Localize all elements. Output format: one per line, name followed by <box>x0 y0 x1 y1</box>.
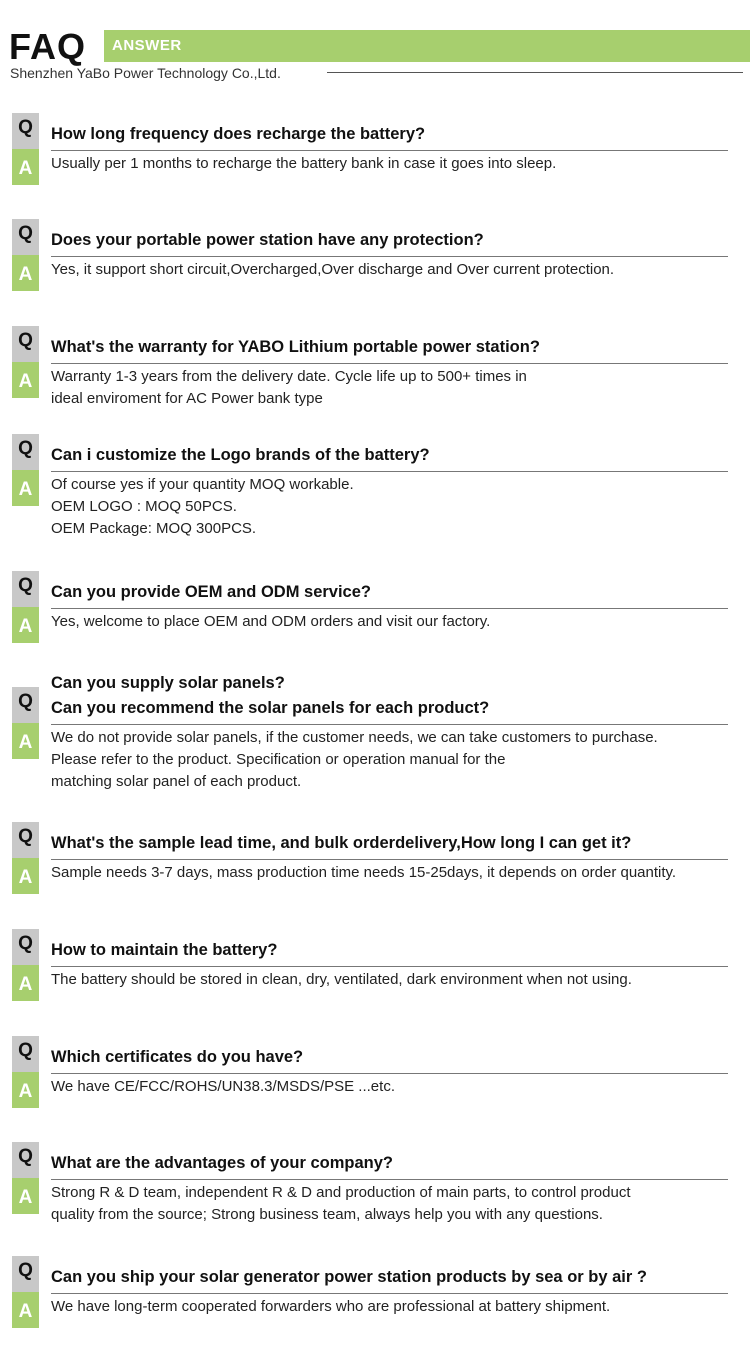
q-badge: Q <box>12 571 39 607</box>
question-divider <box>51 966 728 967</box>
faq-question <box>51 228 741 253</box>
faq-answer <box>51 153 750 175</box>
faq-answer <box>51 1076 750 1098</box>
faq-question <box>51 671 741 721</box>
faq-item <box>0 434 750 537</box>
faq-question <box>51 335 741 360</box>
q-badge: Q <box>12 822 39 858</box>
answer-banner: ANSWER <box>104 30 750 62</box>
question-line: What are the advantages of your company? <box>51 1154 393 1172</box>
question-line: What's the sample lead time, and bulk orderdelivery,How long I can get it? <box>51 834 632 852</box>
answer-line: quality from the source; Strong business team, always help you with any questions. <box>51 1206 603 1223</box>
faq-item <box>0 113 750 203</box>
a-badge: A <box>12 255 39 291</box>
q-badge: Q <box>12 929 39 965</box>
q-badge: Q <box>12 113 39 149</box>
a-badge: A <box>12 858 39 894</box>
a-badge: A <box>12 362 39 398</box>
answer-line: Strong R & D team, independent R & D and production of main parts, to control product <box>51 1184 631 1201</box>
q-badge: Q <box>12 1142 39 1178</box>
a-badge: A <box>12 607 39 643</box>
answer-line: Please refer to the product. Specification or operation manual for the <box>51 751 506 768</box>
a-badge: A <box>12 1292 39 1328</box>
q-badge: Q <box>12 1256 39 1292</box>
faq-item <box>0 219 750 309</box>
answer-line: We have CE/FCC/ROHS/UN38.3/MSDS/PSE ...etc. <box>51 1078 395 1095</box>
question-divider <box>51 859 728 860</box>
question-divider <box>51 150 728 151</box>
faq-item <box>0 571 750 661</box>
faq-question <box>51 938 741 963</box>
answer-line: Yes, welcome to place OEM and ODM orders and visit our factory. <box>51 613 491 630</box>
question-line: How long frequency does recharge the battery? <box>51 125 426 143</box>
question-divider <box>51 1073 728 1074</box>
faq-item <box>0 1142 750 1232</box>
question-line: Does your portable power station have any protection? <box>51 231 484 249</box>
faq-title: FAQ <box>9 26 87 67</box>
faq-item <box>0 1256 750 1346</box>
a-badge: A <box>12 1072 39 1108</box>
q-badge: Q <box>12 687 39 723</box>
question-divider <box>51 363 728 364</box>
question-divider <box>51 724 728 725</box>
question-line: Can you provide OEM and ODM service? <box>51 583 371 601</box>
question-divider <box>51 1179 728 1180</box>
question-divider <box>51 1293 728 1294</box>
faq-question <box>51 1265 741 1290</box>
answer-line: Yes, it support short circuit,Overcharged,Over discharge and Over current protection. <box>51 261 615 278</box>
header-divider <box>327 72 743 73</box>
a-badge: A <box>12 965 39 1001</box>
faq-item <box>0 929 750 1019</box>
a-badge: A <box>12 723 39 759</box>
faq-answer <box>51 1296 750 1318</box>
question-line: Which certificates do you have? <box>51 1048 304 1066</box>
answer-line: Sample needs 3-7 days, mass production time needs 15-25days, it depends on order quantity. <box>51 864 677 881</box>
faq-answer <box>51 366 750 410</box>
faq-answer <box>51 969 750 991</box>
answer-line: We do not provide solar panels, if the customer needs, we can take customers to purchase. <box>51 729 658 746</box>
answer-line: OEM Package: MOQ 300PCS. <box>51 520 257 537</box>
question-divider <box>51 256 728 257</box>
a-badge: A <box>12 1178 39 1214</box>
faq-question <box>51 122 741 147</box>
faq-answer <box>51 474 750 540</box>
faq-question <box>51 1045 741 1070</box>
question-line: How to maintain the battery? <box>51 941 278 959</box>
q-badge: Q <box>12 1036 39 1072</box>
faq-question <box>51 831 741 856</box>
answer-line: ideal enviroment for AC Power bank type <box>51 390 323 407</box>
a-badge: A <box>12 149 39 185</box>
faq-item <box>0 674 750 790</box>
question-divider <box>51 608 728 609</box>
faq-answer <box>51 611 750 633</box>
question-line: Can i customize the Logo brands of the battery? <box>51 446 430 464</box>
answer-line: We have long-term cooperated forwarders who are professional at battery shipment. <box>51 1298 611 1315</box>
faq-question <box>51 1151 741 1176</box>
answer-line: matching solar panel of each product. <box>51 773 302 790</box>
faq-question <box>51 443 741 468</box>
question-line: What's the warranty for YABO Lithium portable power station? <box>51 338 540 356</box>
question-line: Can you ship your solar generator power station products by sea or by air ? <box>51 1268 647 1286</box>
faq-answer <box>51 727 750 793</box>
answer-line: The battery should be stored in clean, dry, ventilated, dark environment when not using. <box>51 971 632 988</box>
question-line: Can you recommend the solar panels for each product? <box>51 699 490 717</box>
faq-answer <box>51 862 750 884</box>
answer-line: Usually per 1 months to recharge the battery bank in case it goes into sleep. <box>51 155 557 172</box>
faq-item <box>0 1036 750 1126</box>
question-line: Can you supply solar panels? <box>51 674 285 692</box>
a-badge: A <box>12 470 39 506</box>
faq-answer <box>51 259 750 281</box>
company-name: Shenzhen YaBo Power Technology Co.,Ltd. <box>10 65 281 81</box>
answer-line: Warranty 1-3 years from the delivery date. Cycle life up to 500+ times in <box>51 368 527 385</box>
q-badge: Q <box>12 219 39 255</box>
faq-question <box>51 580 741 605</box>
faq-item <box>0 822 750 912</box>
answer-line: OEM LOGO : MOQ 50PCS. <box>51 498 237 515</box>
q-badge: Q <box>12 434 39 470</box>
faq-item <box>0 326 750 416</box>
answer-line: Of course yes if your quantity MOQ workable. <box>51 476 354 493</box>
faq-answer <box>51 1182 750 1226</box>
q-badge: Q <box>12 326 39 362</box>
question-divider <box>51 471 728 472</box>
